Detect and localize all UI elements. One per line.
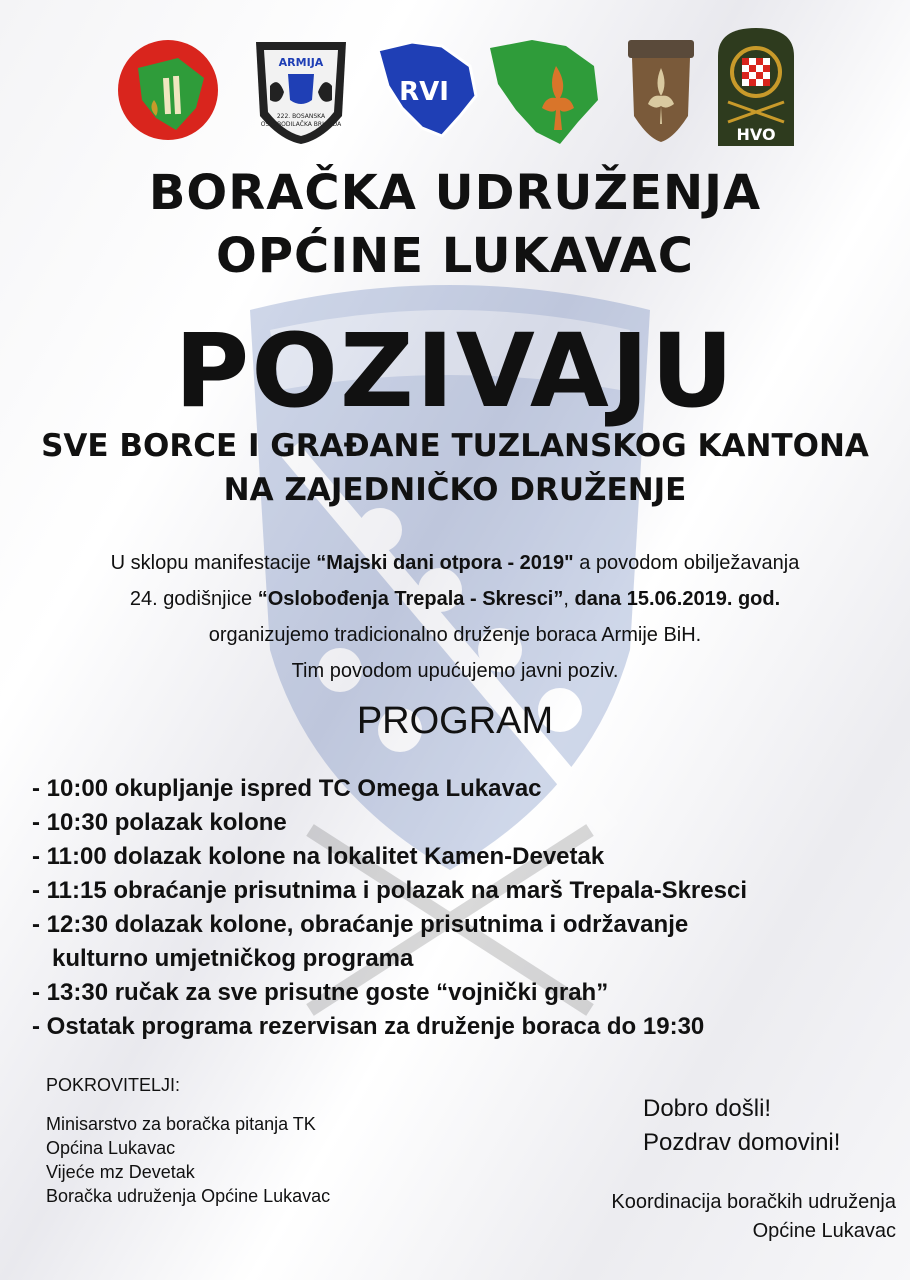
program-item-continuation-text: kulturno umjetničkog programa	[52, 945, 414, 972]
subheadline-line2: NA ZAJEDNIČKO DRUŽENJE	[223, 472, 687, 508]
intro-line4: Tim povodom upućujemo javni poziv.	[291, 660, 619, 682]
sponsor-item: Vijeće mz Devetak	[46, 1162, 195, 1182]
armija-caption-line2: OSLOBODILAČKA BRIGADA	[260, 121, 342, 128]
program-item: - Ostatak programa rezervisan za druženje boraca do 19:30	[32, 1013, 705, 1040]
invite-word: POZIVAJU	[174, 312, 736, 431]
program-item: - 10:30 polazak kolone	[32, 809, 287, 836]
intro-text: 24. godišnjice	[129, 588, 258, 610]
program-item: - 11:00 dolazak kolone na lokalitet Kamen-Devetak	[32, 843, 605, 870]
headline-line2: OPĆINE LUKAVAC	[216, 228, 694, 284]
hvo-logo-text: HVO	[736, 125, 776, 144]
program-item: - 11:15 obraćanje prisutnima i polazak na marš Trepala-Skresci	[32, 877, 747, 904]
signature-line2: Općine Lukavac	[752, 1220, 896, 1242]
intro-line1	[0, 545, 910, 581]
closing-line1: Dobro došli!	[643, 1095, 772, 1122]
closing-line2: Pozdrav domovini!	[643, 1129, 841, 1156]
armija-logo-text: ARMIJA	[278, 56, 324, 69]
sponsor-item: Boračka udruženja Općine Lukavac	[46, 1186, 331, 1206]
program-heading: PROGRAM	[356, 700, 554, 742]
intro-line3: organizujemo tradicionalno druženje boraca Armije BiH.	[208, 624, 702, 646]
intro-line2	[0, 581, 910, 617]
sponsor-item: Minisarstvo za boračka pitanja TK	[46, 1114, 316, 1134]
sponsors-block	[46, 1075, 466, 1208]
event-date: dana 15.06.2019. god.	[574, 588, 781, 610]
signature-block	[611, 1188, 896, 1246]
program-item: - 12:30 dolazak kolone, obraćanje prisutnima i održavanje	[32, 911, 689, 938]
program-item-continuation	[32, 942, 892, 976]
logos-row	[0, 20, 910, 150]
armija-caption-line1: 222. BOSANSKA	[276, 113, 326, 120]
subheadline-line1: SVE BORCE I GRAĐANE TUZLANSKOG KANTONA	[41, 428, 869, 464]
anniversary-name: “Oslobođenja Trepala - Skresci”	[257, 588, 564, 610]
program-list	[32, 772, 892, 1044]
closing-greeting	[643, 1092, 840, 1160]
program-item: - 13:30 ručak za sve prisutne goste “vojnički grah”	[32, 979, 609, 1006]
green-map-fleur-de-lis-icon	[486, 36, 602, 148]
headline-line1: BORAČKA UDRUŽENJA	[148, 165, 762, 221]
program-item: - 10:00 okupljanje ispred TC Omega Lukavac	[32, 775, 542, 802]
intro-text: ,	[563, 588, 575, 610]
rvi-logo-text: RVI	[399, 77, 449, 107]
sponsor-item: Općina Lukavac	[46, 1138, 176, 1158]
rvi-blue-map-icon	[372, 36, 484, 146]
armija-lions-shield-icon	[252, 36, 350, 146]
intro-text: U sklopu manifestacije	[110, 552, 317, 574]
intro-text: a povodom obilježavanja	[573, 552, 800, 574]
hvo-checkered-shield-icon	[716, 26, 796, 148]
sponsors-heading: POKROVITELJI:	[46, 1075, 181, 1095]
fleur-de-lis-badge-icon	[626, 38, 696, 146]
signature-line1: Koordinacija boračkih udruženja	[611, 1191, 896, 1213]
intro-paragraph	[0, 545, 910, 689]
event-name: “Majski dani otpora - 2019"	[316, 552, 574, 574]
red-circle-map-emblem-icon	[116, 38, 220, 142]
